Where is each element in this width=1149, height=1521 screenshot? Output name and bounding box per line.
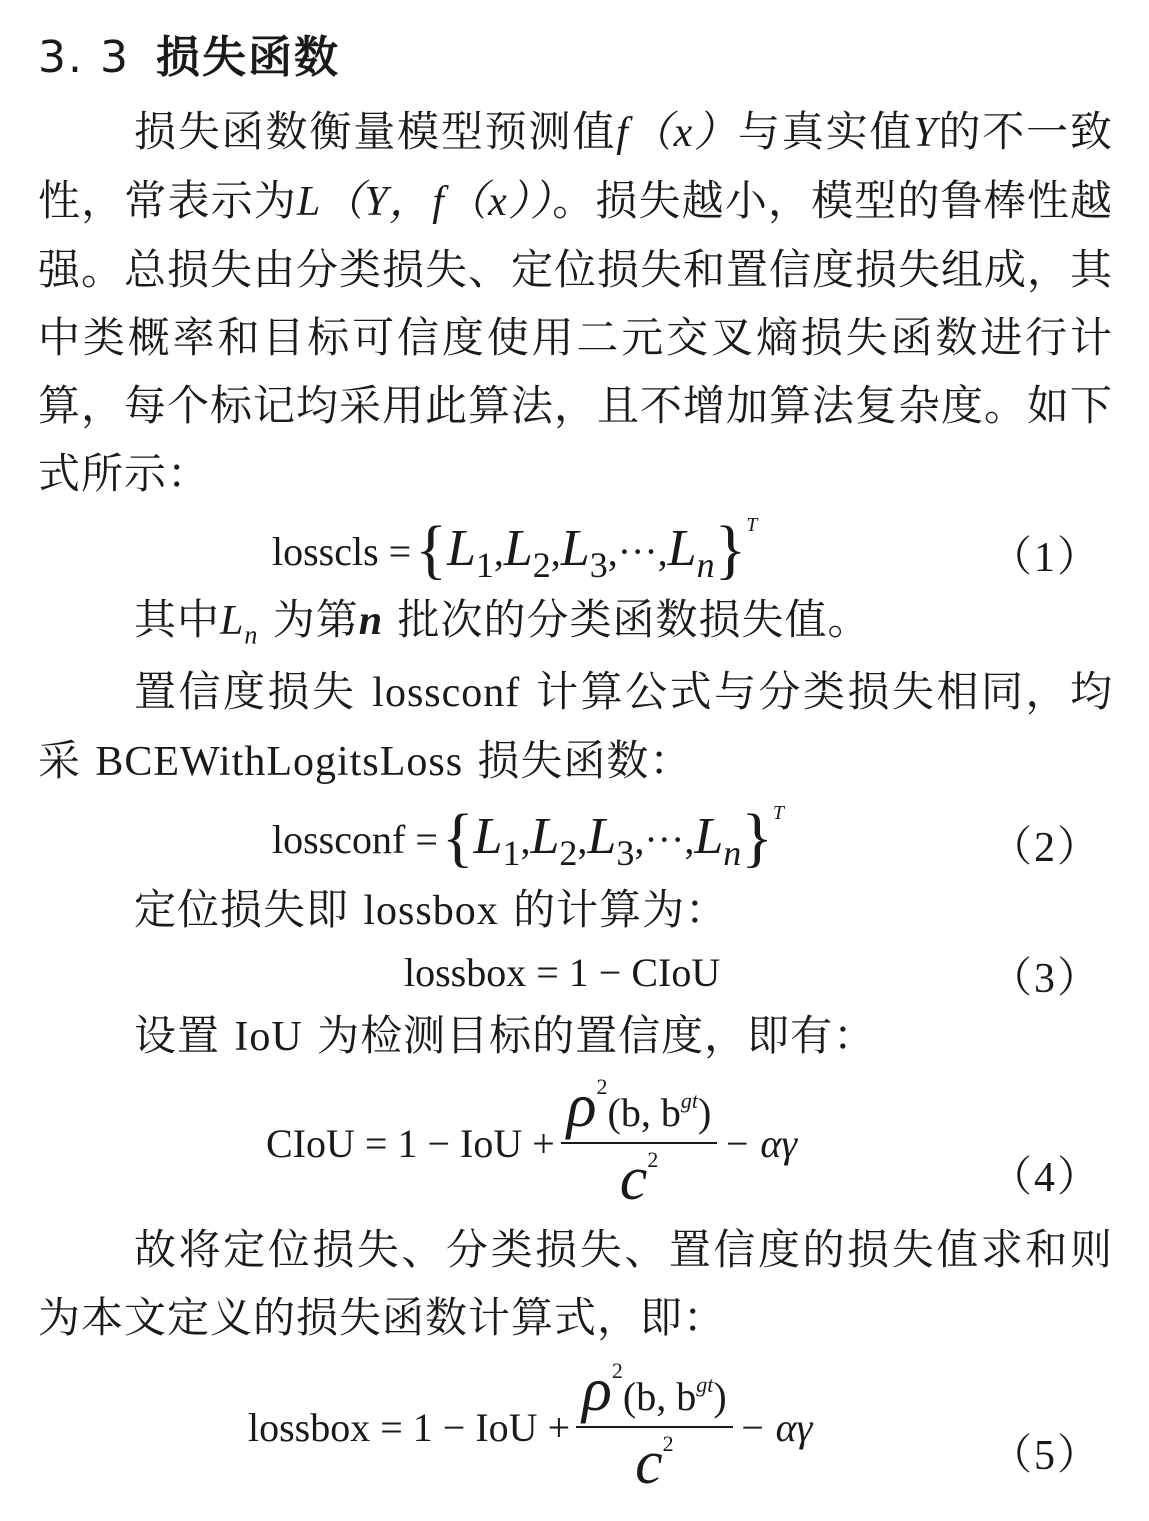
eq1-dots: ··· <box>617 529 658 574</box>
section-number: 3. 3 <box>38 32 130 83</box>
eq5-args: (b, b <box>622 1374 697 1419</box>
eq4-fraction <box>561 1071 718 1215</box>
paragraph-iou <box>134 1006 1134 1067</box>
eq1-brace-close: } <box>714 513 747 586</box>
math-L: L <box>220 598 245 644</box>
eq1-Ln: L <box>667 520 697 577</box>
eq4-number: （4） <box>989 1155 1101 1201</box>
eq3-body: lossbox = 1 − CIoU <box>404 950 721 995</box>
eq1-sup-T: T <box>746 514 758 536</box>
section-title: 损失函数 <box>156 32 340 83</box>
math-subscript-n: n <box>244 620 259 650</box>
eq1-L3: L <box>560 520 590 577</box>
paragraph-intro <box>38 98 1113 508</box>
equation-3 <box>0 945 1149 1005</box>
text-run: 。损失越小，模型的鲁棒性越强。总损失由分类损失、定位损失和置信度损失组成，其中类概率和目标可信度使用二元交叉熵损失函数进行计算，每个标记均采用此算法，且不增加算法复杂度。如下式所示： <box>38 176 1114 498</box>
math-y: Y <box>913 110 938 156</box>
eq4-close-paren: ) <box>698 1090 712 1135</box>
eq1-sub1: 1 <box>475 545 494 585</box>
text-run: 损失函数衡量模型预测值 <box>134 107 617 156</box>
eq1-L2: L <box>503 520 533 577</box>
eq5-close-paren: ) <box>713 1374 727 1419</box>
eq2-lhs: lossconf = <box>272 817 438 862</box>
eq5-c-sq: 2 <box>662 1431 674 1456</box>
eq5-numerator <box>576 1355 733 1428</box>
text-run: 为检测目标的置信度，即有： <box>317 1011 877 1060</box>
equation-1: losscls = {L1,L2,L3,···,Ln}T （1） <box>272 513 1101 586</box>
text-run: 定位损失即 <box>134 885 350 934</box>
text-run: 的计算为： <box>513 885 729 934</box>
section-heading <box>38 30 340 86</box>
eq2-number: （2） <box>989 825 1101 871</box>
math-fx: f（x） <box>616 110 738 156</box>
eq5-fraction <box>576 1355 733 1499</box>
eq5-rho: ρ <box>582 1356 612 1424</box>
paragraph-total: 故将定位损失、分类损失、置信度的损失值求和则为本文定义的损失函数计算式，即： <box>38 1225 1113 1342</box>
eq1-number: （1） <box>989 535 1101 581</box>
paragraph-ln-def <box>134 590 1134 665</box>
eq4-tail: − αγ <box>723 1120 798 1166</box>
text-run: 计算公式与分类损失相同，均采 <box>38 667 1113 785</box>
text-run: 为第 <box>272 595 359 644</box>
eq1-L1: L <box>446 520 476 577</box>
eq4-c: c <box>619 1145 648 1213</box>
eq2-L3: L <box>587 808 617 865</box>
eq5-lhs: lossbox = 1 − IoU + <box>248 1404 571 1450</box>
eq5-rho-sq: 2 <box>611 1358 623 1383</box>
eq2-sub2: 2 <box>559 833 578 873</box>
eq2-sub3: 3 <box>616 833 635 873</box>
eq1-subn: n <box>696 545 715 585</box>
eq3-number: （3） <box>989 956 1101 1002</box>
eq5-c: c <box>635 1429 663 1497</box>
eq4-numerator <box>561 1071 718 1144</box>
eq2-L1: L <box>473 808 503 865</box>
text-run: 置信度损失 <box>134 667 357 716</box>
eq4-c-sq: 2 <box>647 1147 659 1172</box>
text-run: 与真实值 <box>737 107 914 156</box>
term-bce: BCEWithLogitsLoss <box>95 739 464 785</box>
eq1-brace-open: { <box>415 513 447 586</box>
equation-4 <box>0 1068 1149 1228</box>
eq4-denominator <box>561 1144 718 1215</box>
equation-5 <box>0 1352 1149 1512</box>
eq2-brace-open: { <box>441 801 474 874</box>
text-run: 批次的分类函数损失值。 <box>397 595 871 644</box>
eq5-gt: gt <box>696 1372 714 1397</box>
eq1-lhs: losscls = <box>272 529 412 574</box>
term-iou: IoU <box>234 1014 303 1060</box>
eq4-rho-sq: 2 <box>596 1074 608 1099</box>
eq1-sub2: 2 <box>532 545 551 585</box>
text-run: 设置 <box>134 1011 221 1060</box>
eq2-dots: ··· <box>644 817 685 862</box>
text-run: 其中 <box>134 595 221 644</box>
text-run: 的不一致性，常表示为 <box>38 107 1113 225</box>
text-run: 损失函数： <box>477 736 693 785</box>
eq5-number: （5） <box>989 1433 1101 1479</box>
eq1-sub3: 3 <box>589 545 608 585</box>
math-n: n <box>358 598 384 644</box>
eq2-sub1: 1 <box>502 833 521 873</box>
math-loss: L（Y，f（x）） <box>296 179 553 225</box>
term-lossbox: lossbox <box>363 888 499 934</box>
term-lossconf: lossconf <box>372 670 521 716</box>
eq4-lhs: CIoU = 1 − IoU + <box>266 1120 555 1166</box>
eq2-brace-close: } <box>741 801 773 874</box>
eq2-sup-T: T <box>772 802 785 824</box>
eq4-rho: ρ <box>566 1072 597 1140</box>
paragraph-lossconf <box>38 658 1113 796</box>
eq4-args: (b, b <box>607 1090 681 1135</box>
equation-2: lossconf = {L1,L2,L3,···,Ln}T （2） <box>272 801 1101 874</box>
paragraph-lossbox <box>134 880 1134 941</box>
eq2-Ln: L <box>694 808 724 865</box>
eq4-gt: gt <box>680 1088 698 1113</box>
eq2-L2: L <box>530 808 560 865</box>
eq5-denominator <box>576 1428 733 1499</box>
eq5-tail: − αγ <box>738 1404 813 1450</box>
eq2-subn: n <box>723 833 742 873</box>
